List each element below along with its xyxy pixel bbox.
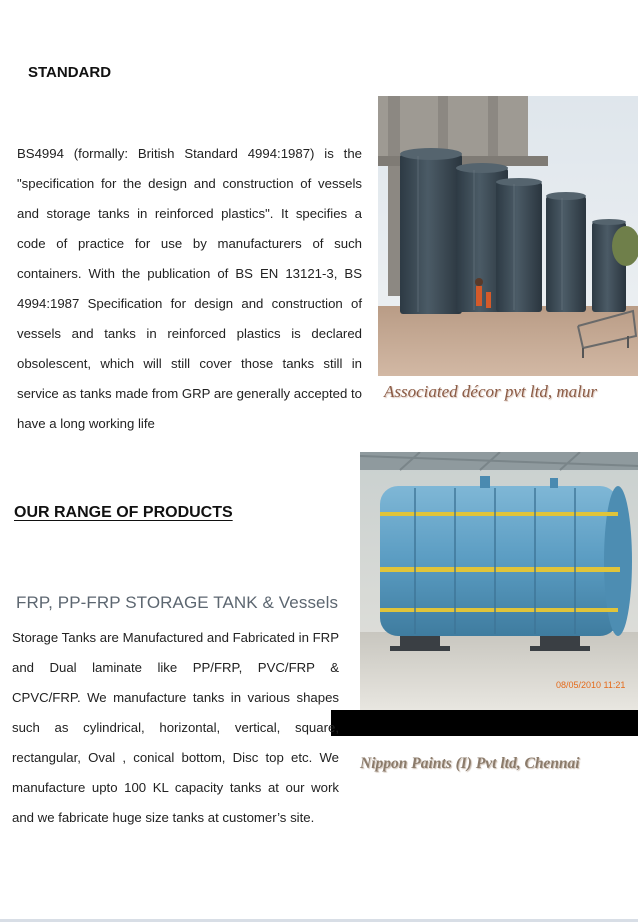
nippon-paints-caption: Nippon Paints (I) Pvt ltd, Chennai <box>360 755 580 772</box>
products-subheading: FRP, PP-FRP STORAGE TANK & Vessels <box>16 593 339 612</box>
range-heading: OUR RANGE OF PRODUCTS <box>14 504 233 521</box>
standard-paragraph: BS4994 (formally: British Standard 4994:1987) is the "specification for the design and construction of vessels and storage tanks in reinforced plastics". It specifies a code of practice for use by manufacturers of such containers. With the publication of BS EN 13121-3, BS 4994:1987 Specification for design and construction of vessels and tanks in reinforced plastics is declared obsolescent, which will still cover those tanks still in service as tanks made from GRP are generally accepted to have a long working life <box>17 146 362 431</box>
horizontal-tank-photo <box>360 452 638 710</box>
standard-heading: STANDARD <box>28 64 112 81</box>
vertical-tanks-photo <box>378 96 638 376</box>
photo-timestamp: 08/05/2010 11:21 <box>556 680 626 690</box>
associated-decor-caption: Associated décor pvt ltd, malur <box>384 382 597 401</box>
products-paragraph: Storage Tanks are Manufactured and Fabricated in FRP and Dual laminate like PP/FRP, PVC/FRP & CPVC/FRP. We manufacture tanks in various shapes such as cylindrical, horizontal, vertical, square, rectangular, Oval , conical bottom, Disc top etc. We manufacture upto 100 KL capacity tanks at our work and we fabricate huge size tanks at customer’s site. <box>12 630 339 825</box>
caption-background-bar <box>331 710 638 736</box>
